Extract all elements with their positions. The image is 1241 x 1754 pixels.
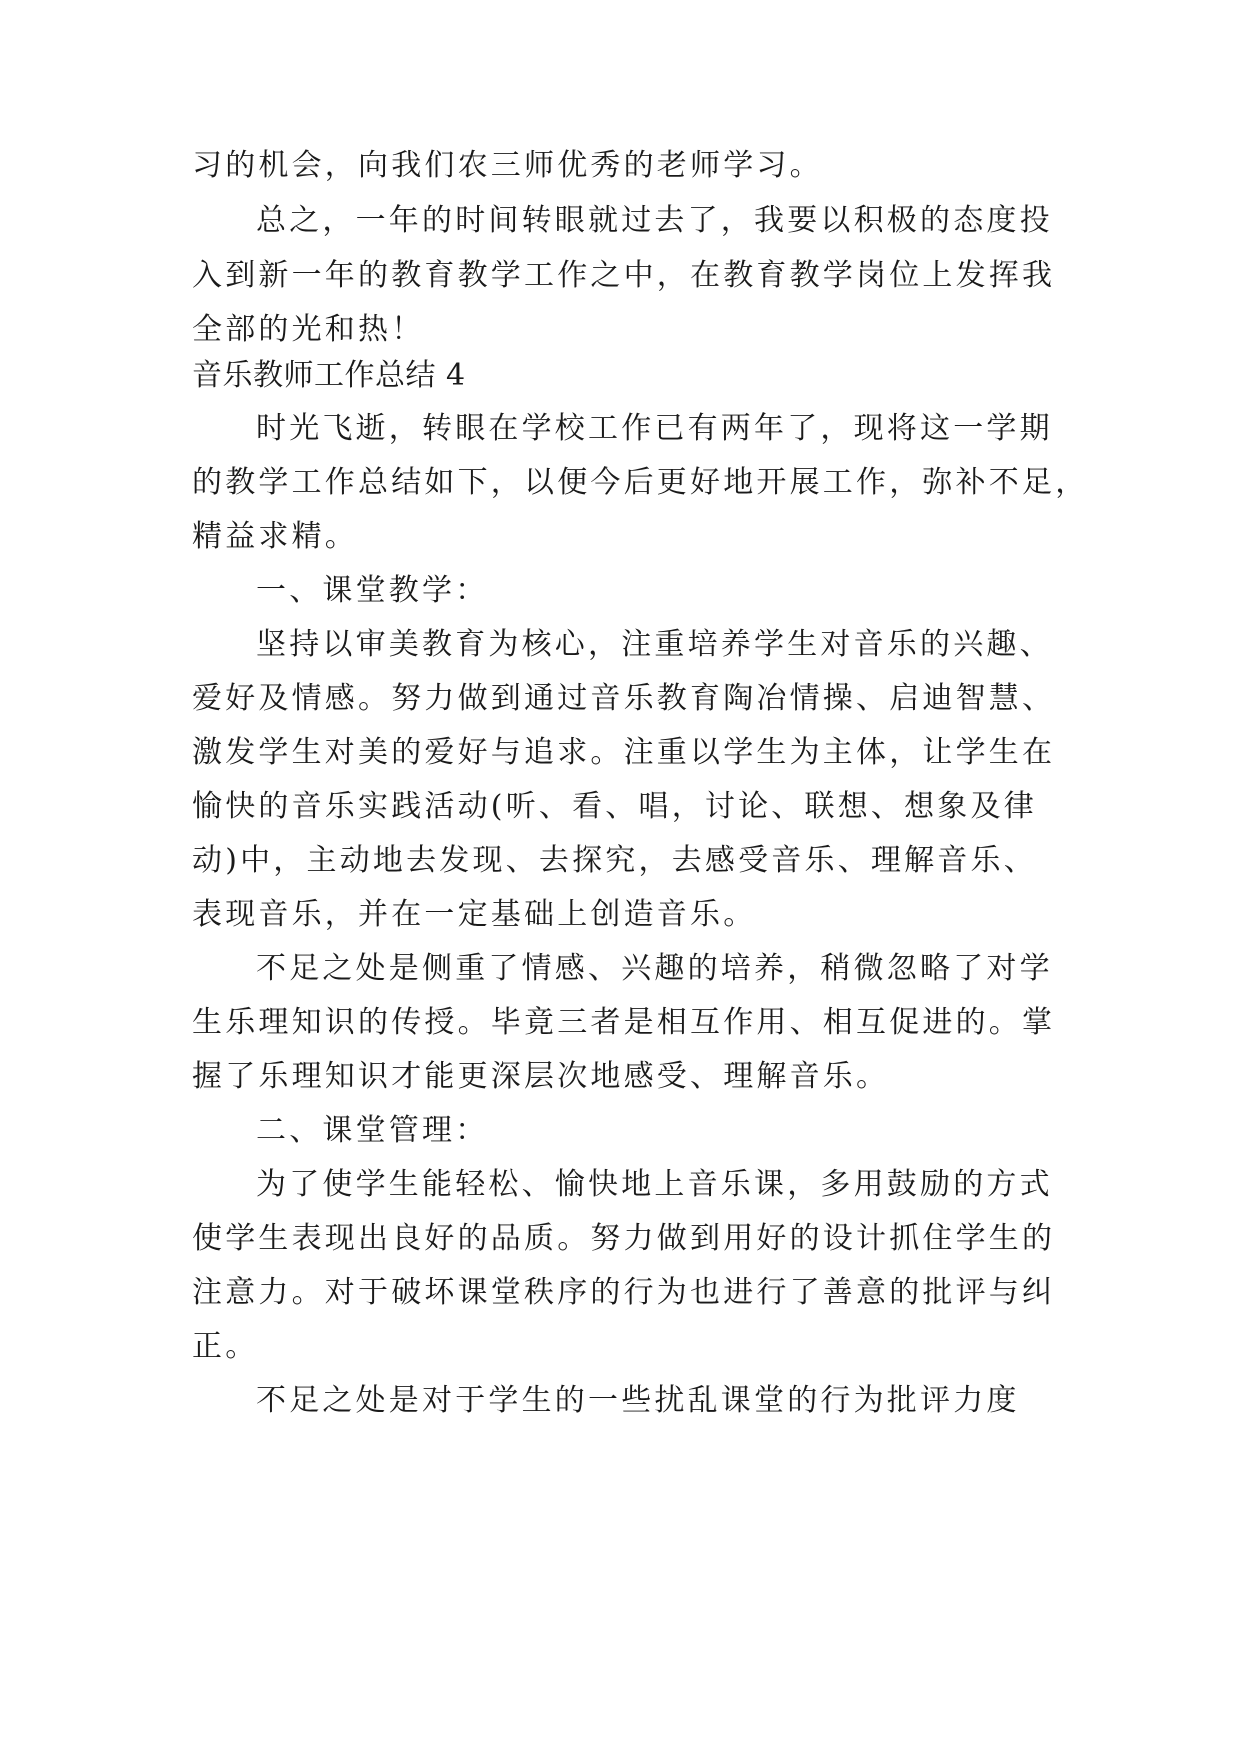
body-line: 生乐理知识的传授。毕竟三者是相互作用、相互促进的。掌 — [192, 1005, 1056, 1040]
body-line: 表现音乐，并在一定基础上创造音乐。 — [192, 897, 757, 932]
body-line: 入到新一年的教育教学工作之中，在教育教学岗位上发挥我 — [192, 258, 1056, 293]
body-line: 动)中，主动地去发现、去探究，去感受音乐、理解音乐、 — [192, 843, 1037, 878]
body-line: 正。 — [192, 1329, 259, 1364]
section-title: 音乐教师工作总结 4 — [192, 358, 466, 393]
body-line: 握了乐理知识才能更深层次地感受、理解音乐。 — [192, 1059, 890, 1094]
subheading: 一、课堂教学： — [256, 573, 489, 608]
body-line: 愉快的音乐实践活动(听、看、唱，讨论、联想、想象及律 — [192, 789, 1037, 824]
body-line: 爱好及情感。努力做到通过音乐教育陶冶情操、启迪智慧、 — [192, 681, 1056, 716]
subheading: 二、课堂管理： — [256, 1113, 489, 1148]
body-line: 习的机会，向我们农三师优秀的老师学习。 — [192, 148, 823, 183]
body-line: 注意力。对于破坏课堂秩序的行为也进行了善意的批评与纠 — [192, 1275, 1056, 1310]
paragraph-first-line: 时光飞逝，转眼在学校工作已有两年了，现将这一学期 — [256, 411, 1053, 446]
body-line: 使学生表现出良好的品质。努力做到用好的设计抓住学生的 — [192, 1221, 1056, 1256]
paragraph-first-line: 不足之处是对于学生的一些扰乱课堂的行为批评力度 — [256, 1383, 1020, 1418]
paragraph-first-line: 总之，一年的时间转眼就过去了，我要以积极的态度投 — [256, 203, 1053, 238]
paragraph-first-line: 为了使学生能轻松、愉快地上音乐课，多用鼓励的方式 — [256, 1167, 1053, 1202]
body-line: 激发学生对美的爱好与追求。注重以学生为主体，让学生在 — [192, 735, 1056, 770]
paragraph-first-line: 坚持以审美教育为核心，注重培养学生对音乐的兴趣、 — [256, 627, 1053, 662]
body-line: 的教学工作总结如下，以便今后更好地开展工作，弥补不足， — [192, 465, 1089, 500]
body-line: 精益求精。 — [192, 519, 358, 554]
body-line: 全部的光和热！ — [192, 312, 425, 347]
paragraph-first-line: 不足之处是侧重了情感、兴趣的培养，稍微忽略了对学 — [256, 951, 1053, 986]
